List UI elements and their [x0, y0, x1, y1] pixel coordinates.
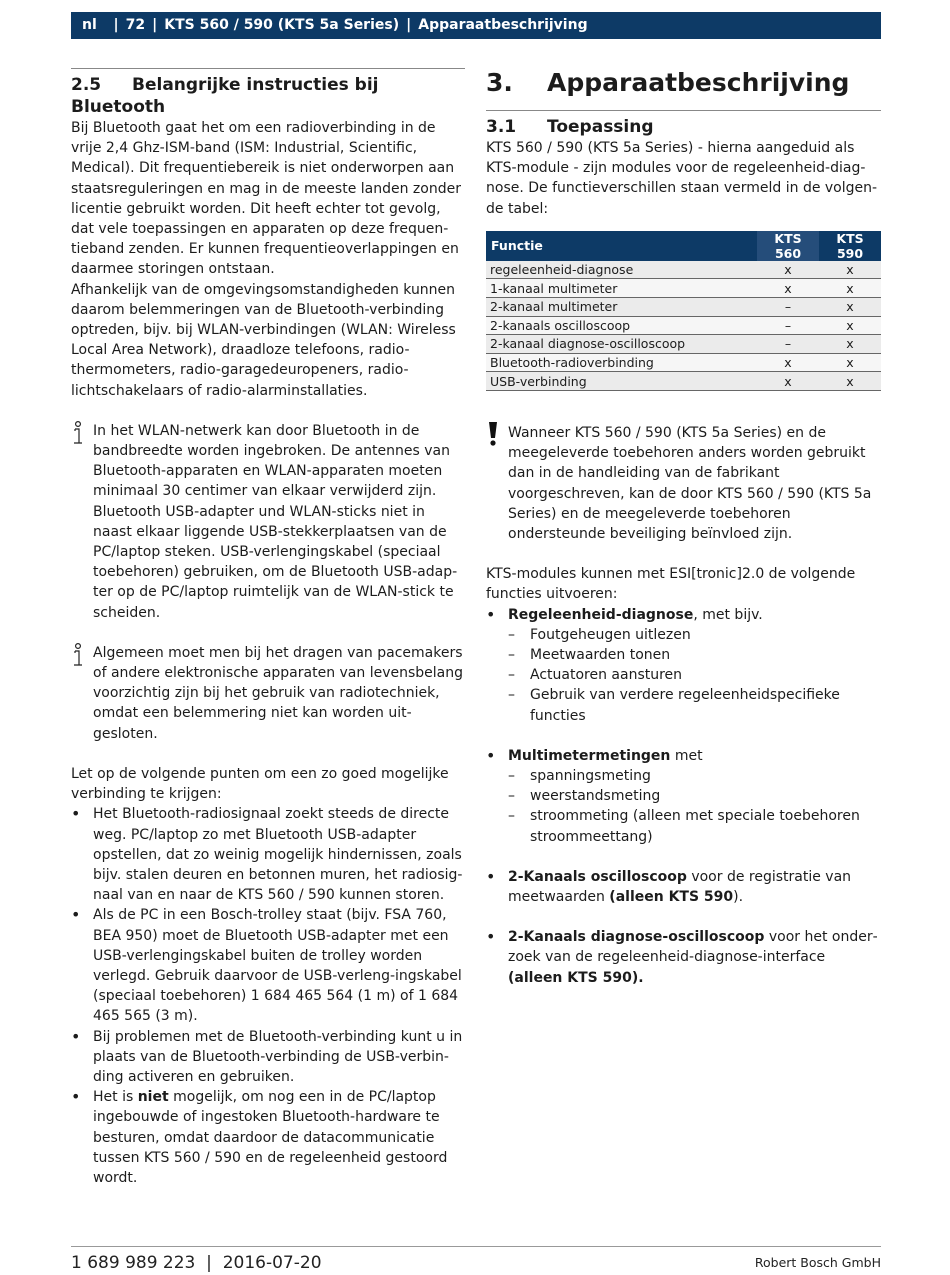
table-cell-kts560: –	[757, 316, 819, 335]
table-cell-kts590: x	[819, 261, 881, 279]
table-cell-kts560: x	[757, 353, 819, 372]
table-cell-kts560: x	[757, 372, 819, 391]
table-row	[486, 353, 881, 372]
warning-note: Wanneer KTS 560 / 590 (KTS 5a Series) en de meegeleverde toebehoren anders worden gebruikt dan in de handleiding van de fabrikant voorgeschreven, kan de door KTS 560 / 590 (KTS 5a Series) en de meegeleverde toebehoren ondersteunde beveiliging beïnvloed zijn.	[486, 423, 881, 544]
section-heading-2-5: 2.5 Belangrijke instructies bij Bluetooth	[71, 75, 379, 117]
table-cell-function: 2-kanaals oscilloscoop	[486, 316, 757, 335]
list-item: – stroommeting (alleen met speciale toebehoren stroommeettang)	[508, 806, 881, 846]
table-cell-kts590: x	[819, 335, 881, 354]
table-cell-function: 2-kanaal diagnose-oscilloscoop	[486, 335, 757, 354]
connection-intro: Let op de volgende punten om een zo goed mogelijke verbinding te krijgen:	[71, 765, 449, 803]
list-item: – Gebruik van verdere regeleenheidspecifieke functies	[508, 685, 881, 725]
left-column	[71, 68, 465, 1188]
table-row	[486, 335, 881, 354]
list-item: – weerstandsmeting	[508, 786, 881, 806]
footer-company: Robert Bosch GmbH	[754, 1255, 881, 1270]
table-cell-kts560: –	[757, 298, 819, 317]
list-item: • 2-Kanaals diagnose-oscilloscoop voor het onderzoek van de regeleenheid-diagnose-interface (alleen KTS 590).	[486, 927, 881, 988]
table-cell-kts590: x	[819, 298, 881, 317]
footer-rule	[71, 1246, 881, 1247]
table-cell-function: regeleenheid-diagnose	[486, 261, 757, 279]
info-note-wlan: In het WLAN-netwerk kan door Bluetooth in de bandbreedte worden ingebroken. De antennes van Bluetooth-apparaten en WLAN-apparaten moeten minimaal 30 centimer van elkaar verwijderd zijn. Bluetooth USB-adapter und WLAN-sticks niet in naast elkaar liggende USB-stekkerplaatsen van de PC/laptop steken. USB-verlengingskabel (speciaal toebehoren) gebruiken, om de Bluetooth USB-adapter op de PC/laptop ruimtelijk van de WLAN-stick te scheiden.	[71, 421, 465, 623]
list-item: • Bij problemen met de Bluetooth-verbinding kunt u in plaats van de Bluetooth-verbinding de USB-verbinding activeren en gebruiken.	[71, 1027, 465, 1088]
info-icon	[71, 643, 85, 669]
list-item: – Foutgeheugen uitlezen	[508, 625, 881, 645]
table-row	[486, 372, 881, 391]
header-section: Apparaatbeschrijving	[418, 17, 588, 33]
section-heading-3-1: 3.1 Toepassing	[486, 117, 654, 137]
footer-docnum: 1 689 989 223 | 2016-07-20	[71, 1253, 322, 1273]
info-note-pacemaker: Algemeen moet men bij het dragen van pacemakers of andere elektronische apparaten van levensbelang voorzichtig zijn bij het gebruik van radiotechniek, omdat een belemmering niet kan worden uitgesloten.	[71, 643, 465, 744]
list-item: – Meetwaarden tonen	[508, 645, 881, 665]
table-cell-function: 2-kanaal multimeter	[486, 298, 757, 317]
table-row	[486, 279, 881, 298]
list-item: • Het Bluetooth-radiosignaal zoekt steeds de directe weg. PC/laptop zo met Bluetooth USB-adapter opstellen, dat zo weinig mogelijk hindernissen, zoals bijv. stalen deuren en betonnen muren, het radiosignaal van en naar de KTS 560 / 590 kunnen storen.	[71, 804, 465, 905]
connection-tips-list	[71, 804, 465, 1188]
table-header-function: Functie	[486, 231, 757, 261]
list-item: • 2-Kanaals oscilloscoop voor de registratie van meetwaarden (alleen KTS 590).	[486, 867, 881, 907]
function-table	[486, 231, 881, 391]
table-cell-kts590: x	[819, 316, 881, 335]
table-header-kts590: KTS 590	[819, 231, 881, 261]
table-cell-kts560: x	[757, 279, 819, 298]
list-item: – Actuatoren aansturen	[508, 665, 881, 685]
bluetooth-paragraph-2: Afhankelijk van de omgevingsomstandigheden kunnen daarom belemmeringen van de Bluetooth-verbinding optreden, bijv. bij WLAN-verbindingen (WLAN: Wireless Local Area Network), draadloze telefoons, radio-thermometers, radio-garagedeuropeners, radio-lichtschakelaars of radio-alarminstallaties.	[71, 281, 456, 399]
info-icon	[71, 421, 85, 447]
exclamation-icon	[486, 421, 500, 447]
list-item: – spanningsmeting	[508, 766, 881, 786]
table-row	[486, 261, 881, 279]
table-cell-kts590: x	[819, 353, 881, 372]
table-cell-function: 1-kanaal multimeter	[486, 279, 757, 298]
bluetooth-paragraph-1: Bij Bluetooth gaat het om een radioverbinding in de vrije 2,4 Ghz-ISM-band (ISM: Industrial, Scientific, Medical). Dit frequentiebereik is niet onderworpen aan staatsreguleringen en mag in de meeste landen zonder licentie gebruikt worden. Dit heeft echter tot gevolg, dat vele toepassingen en apparaten op deze frequentieband zenden. Er kunnen frequentieoverlappingen en daarmee storingen ontstaan.	[71, 120, 461, 278]
list-item: • Regeleenheid-diagnose, met bijv. – Foutgeheugen uitlezen – Meetwaarden tonen – Actuatoren aansturen – Gebruik van verdere regeleenheidspecifieke functies	[486, 605, 881, 726]
header-page: 72	[125, 17, 146, 33]
table-header-kts560: KTS 560	[757, 231, 819, 261]
right-column	[486, 68, 881, 988]
table-row	[486, 316, 881, 335]
table-cell-kts560: –	[757, 335, 819, 354]
table-cell-kts590: x	[819, 279, 881, 298]
chapter-heading-3: 3. Apparaatbeschrijving	[486, 68, 850, 97]
list-item: • Het is niet mogelijk, om nog een in de PC/laptop ingebouwde of ingestoken Bluetooth-hardware te besturen, omdat daardoor de datacommunicatie tussen KTS 560 / 590 en de regeleenheid gestoord wordt.	[71, 1087, 465, 1188]
list-item: • Als de PC in een Bosch-trolley staat (bijv. FSA 760, BEA 950) moet de Bluetooth USB-adapter met een USB-verlengingskabel buiten de trolley worden verlegd. Gebruik daarvoor de USB-verleng-ingskabel (speciaal toebehoren) 1 684 465 564 (1 m) of 1 684 465 565 (3 m).	[71, 905, 465, 1026]
table-cell-kts560: x	[757, 261, 819, 279]
functions-list	[486, 605, 881, 726]
application-paragraph: KTS 560 / 590 (KTS 5a Series) - hierna aangeduid als KTS-module - zijn modules voor de regeleenheid-diagnose. De functieverschillen staan vermeld in de volgende tabel:	[486, 140, 878, 217]
list-item: • Multimetermetingen met – spanningsmeting – weerstandsmeting – stroommeting (alleen met speciale toebehoren stroommeettang)	[486, 746, 881, 847]
table-cell-kts590: x	[819, 372, 881, 391]
header-product: KTS 560 / 590 (KTS 5a Series)	[164, 17, 400, 33]
header-lang: nl	[82, 17, 97, 33]
table-cell-function: USB-verbinding	[486, 372, 757, 391]
functions-intro: KTS-modules kunnen met ESI[tronic]2.0 de volgende functies uitvoeren:	[486, 566, 856, 603]
table-row	[486, 298, 881, 317]
table-cell-function: Bluetooth-radioverbinding	[486, 353, 757, 372]
page-header: nl | 72 | KTS 560 / 590 (KTS 5a Series) | Apparaatbeschrijving	[71, 12, 881, 39]
